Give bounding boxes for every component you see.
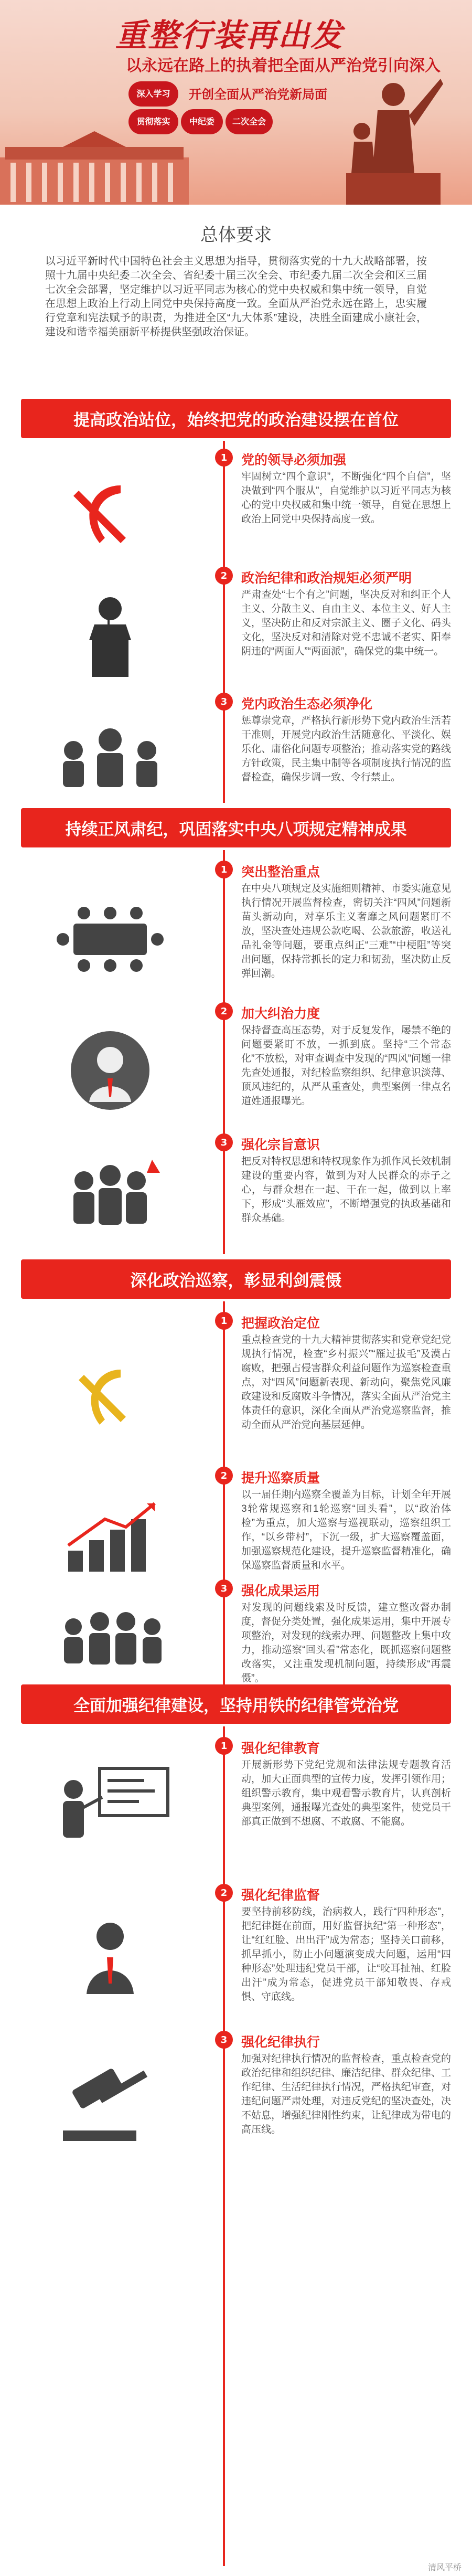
section-header-political: 提高政治站位，始终把党的政治建设摆在首位 <box>21 399 451 438</box>
team-icon <box>42 1149 178 1244</box>
item-number: 1 <box>215 861 233 878</box>
badge-plenary: 二次全会 <box>226 109 273 134</box>
item-title: 强化纪律执行 <box>241 2035 320 2050</box>
meeting-table-icon <box>42 887 178 981</box>
timeline-line <box>223 441 225 803</box>
item-number: 1 <box>215 1312 233 1330</box>
item-number: 1 <box>215 449 233 467</box>
item-text: 以一届任期内巡察全覆盖为目标，计划全年开展3轮常规巡察和1轮巡察“回头看”，以“政治体检”为重点，加大巡察与巡视联动，巡察组织工作，“以乡带村”，下沉一级，扩大巡察覆盖面，加强巡察规范化建设，提升巡察监督精准化，确保巡察监督质量和水平。 <box>241 1489 451 1571</box>
item-title: 党内政治生态必须净化 <box>241 697 373 712</box>
inspector-icon <box>42 1905 178 1999</box>
banner-title: 重整行装再出发 <box>115 17 343 54</box>
item-text: 重点检查党的十九大精神贯彻落实和党章党纪党规执行情况，检查“乡村振兴”“雁过拔毛”及漠占腐败，把强占侵害群众利益问题作为巡察检查重点，对“四风”问题新表现、新动向，聚焦党风廉政建设和反腐败斗争情况，落实全面从严治党主体责任的意识，深化全面从严治党巡察监督，推动全面从严治党向基层延伸。 <box>241 1334 451 1430</box>
item-text: 要坚持前移防线，治病救人，践行“四种形态”，把纪律挺在前面，用好监督执纪“第一种形态”，让“红红脸、出出汗”成为常态；坚持关口前移，抓早抓小，防止小问题演变成大问题，运用“四种形态”处理违纪党员干部，让“咬耳扯袖、红脸出汗”成为常态，促进党员干部知敬畏、存戒惧、守底线。 <box>241 1906 451 2002</box>
item-text: 对发现的问题线索及时反馈，建立整改督办制度，督促分类处置，强化成果运用，集中开展专项整治，对发现的线索办理、问题整改上集中攻力，推动巡察“回头看”常态化，既抓巡察问题整改落实，又注重发现机制问题，持续形成“再震慑”。 <box>241 1602 451 1684</box>
timeline-line <box>223 850 225 1254</box>
item-text: 开展新形势下党纪党规和法律法规专题教育活动，加大正面典型的宣传力度，发挥引领作用；组织警示教育，集中观看警示教育片，认真剖析典型案例，通报曝光查处的典型案件，使党员干部真正做到不想腐、不敢腐、不能腐。 <box>241 1759 451 1827</box>
watermark-text: 清风平桥 <box>427 2562 462 2572</box>
crowd-icon <box>42 1590 178 1684</box>
speaker-podium-icon <box>42 588 178 682</box>
group-people-icon <box>42 708 178 803</box>
item-number: 2 <box>215 1884 233 1902</box>
item-title: 突出整治重点 <box>241 865 320 879</box>
item-text: 严肃查处“七个有之”问题，坚决反对和纠正个人主义、分散主义、自由主义、本位主义、好人主义，坚决防止和反对宗派主义、圈子文化、码头文化，坚决反对和清除对党不忠诚不老实、阳奉阴违的“两面人”“两面派”，确保党的集中统一。 <box>241 589 451 657</box>
item-number: 1 <box>215 1737 233 1755</box>
item-text: 在中央八项规定及实施细则精神、市委实施意见执行情况开展监督检查，密切关注“四风”问题新苗头新动向，对享乐主义奢靡之风问题紧盯不放，坚决查处违规公款吃喝、公款旅游，收送礼品礼金等问题，要重点纠正“三难”“中梗阻”等突出问题，保持常抓长的定力和韧劲，坚决防止反弹回潮。 <box>241 883 451 979</box>
party-emblem-icon <box>42 1354 178 1448</box>
badge-study: 深入学习 <box>128 81 178 107</box>
item-text: 把反对特权思想和特权现象作为抓作风长效机制建设的重要内容，做到为对人民群众的赤子之心，与群众想在一起、干在一起，做到以上率下，形成“头雁效应”，不断增强党的执政基础和群众基础。 <box>241 1156 451 1224</box>
timeline-line <box>223 1301 225 1684</box>
item-number: 2 <box>215 567 233 585</box>
teacher-board-icon <box>42 1758 178 1852</box>
gavel-icon <box>42 2057 178 2151</box>
item-title: 强化宗旨意识 <box>241 1138 320 1152</box>
summary-block <box>0 205 472 388</box>
official-portrait-icon <box>42 1023 178 1118</box>
badge-ccdi: 中纪委 <box>181 109 223 134</box>
growth-bar-chart-icon <box>42 1488 178 1582</box>
summary-text: 以习近平新时代中国特色社会主义思想为指导，贯彻落实党的十九大战略部署，按照十九届中央纪委二次全会、省纪委十届三次全会、市纪委九届二次全会和区三届七次全会部署，坚定维护以习近平同志为核心的党中央权威和集中统一领导，自觉在思想上政治上行动上同党中央保持高度一致。全面从严治党永远在路上，忠实履行党章和宪法赋予的职责，为推进全区“九大体系”建设，决胜全面建成小康社会，建设和谐幸福美丽新平桥提供坚强政治保证。 <box>45 256 427 338</box>
statue-illustration <box>336 68 451 205</box>
item-text: 牢固树立“四个意识”，不断强化“四个自信”，坚决做到“四个服从”，自觉维护以习近平同志为核心的党中央权威和集中统一领导，自觉在思想上政治上同党中央保持高度一致。 <box>241 471 451 525</box>
section-header-rules: 全面加强纪律建设，坚持用铁的纪律管党治党 <box>21 1684 451 1724</box>
great-hall-illustration <box>0 126 189 205</box>
item-title: 强化成果运用 <box>241 1584 320 1598</box>
header-banner <box>0 0 472 205</box>
item-title: 强化纪律监督 <box>241 1888 320 1903</box>
item-title: 党的领导必须加强 <box>241 453 347 468</box>
item-title: 强化纪律教育 <box>241 1741 320 1756</box>
item-text: 惩尊崇党章，严格执行新形势下党内政治生活若干准则，开展党内政治生活随意化、平淡化、娱乐化、庸俗化问题专项整治；推动落实党的路线方针政策，民主集中制等各项制度执行情况的监督检查，确保步调一致、令行禁止。 <box>241 715 451 783</box>
item-title: 提升巡察质量 <box>241 1471 320 1486</box>
section-header-inspection: 深化政治巡察，彰显利剑震慑 <box>21 1259 451 1299</box>
hammer-sickle-icon <box>42 470 178 564</box>
item-number: 3 <box>215 1579 233 1597</box>
item-title: 加大纠治力度 <box>241 1006 320 1021</box>
item-title: 把握政治定位 <box>241 1316 320 1331</box>
item-text: 加强对纪律执行情况的监督检查，重点检查党的政治纪律和组织纪律、廉洁纪律、群众纪律、工作纪律、生活纪律执行情况，严格执纪审查，对违纪问题严肃处理，对违反党纪的坚决查处，决不姑息，增强纪律刚性约束，让纪律成为带电的高压线。 <box>241 2053 451 2135</box>
item-title: 政治纪律和政治规矩必须严明 <box>241 571 412 586</box>
badge-implement: 贯彻落实 <box>128 109 178 134</box>
item-text: 保持督查高压态势，对于反复发作，屡禁不绝的问题要紧盯不放，一抓到底。坚持“三个常态化”不放松，对审查调查中发现的“四风”问题一律先查处通报，对纪检监察组织、纪律意识淡薄、顶风违纪的，从严从重查处，典型案例一律点名道姓通报曝光。 <box>241 1025 451 1107</box>
item-number: 3 <box>215 2031 233 2049</box>
banner-subtitle: 以永远在路上的执着把全面从严治党引向深入 <box>126 57 441 75</box>
item-number: 3 <box>215 693 233 711</box>
item-number: 3 <box>215 1133 233 1151</box>
section-header-discipline: 持续正风肃纪，巩固落实中央八项规定精神成果 <box>21 808 451 847</box>
banner-tagline: 开创全面从严治党新局面 <box>189 87 327 102</box>
summary-heading: 总体要求 <box>200 225 272 245</box>
item-number: 2 <box>215 1002 233 1020</box>
timeline-line <box>223 1726 225 2566</box>
item-number: 2 <box>215 1467 233 1485</box>
